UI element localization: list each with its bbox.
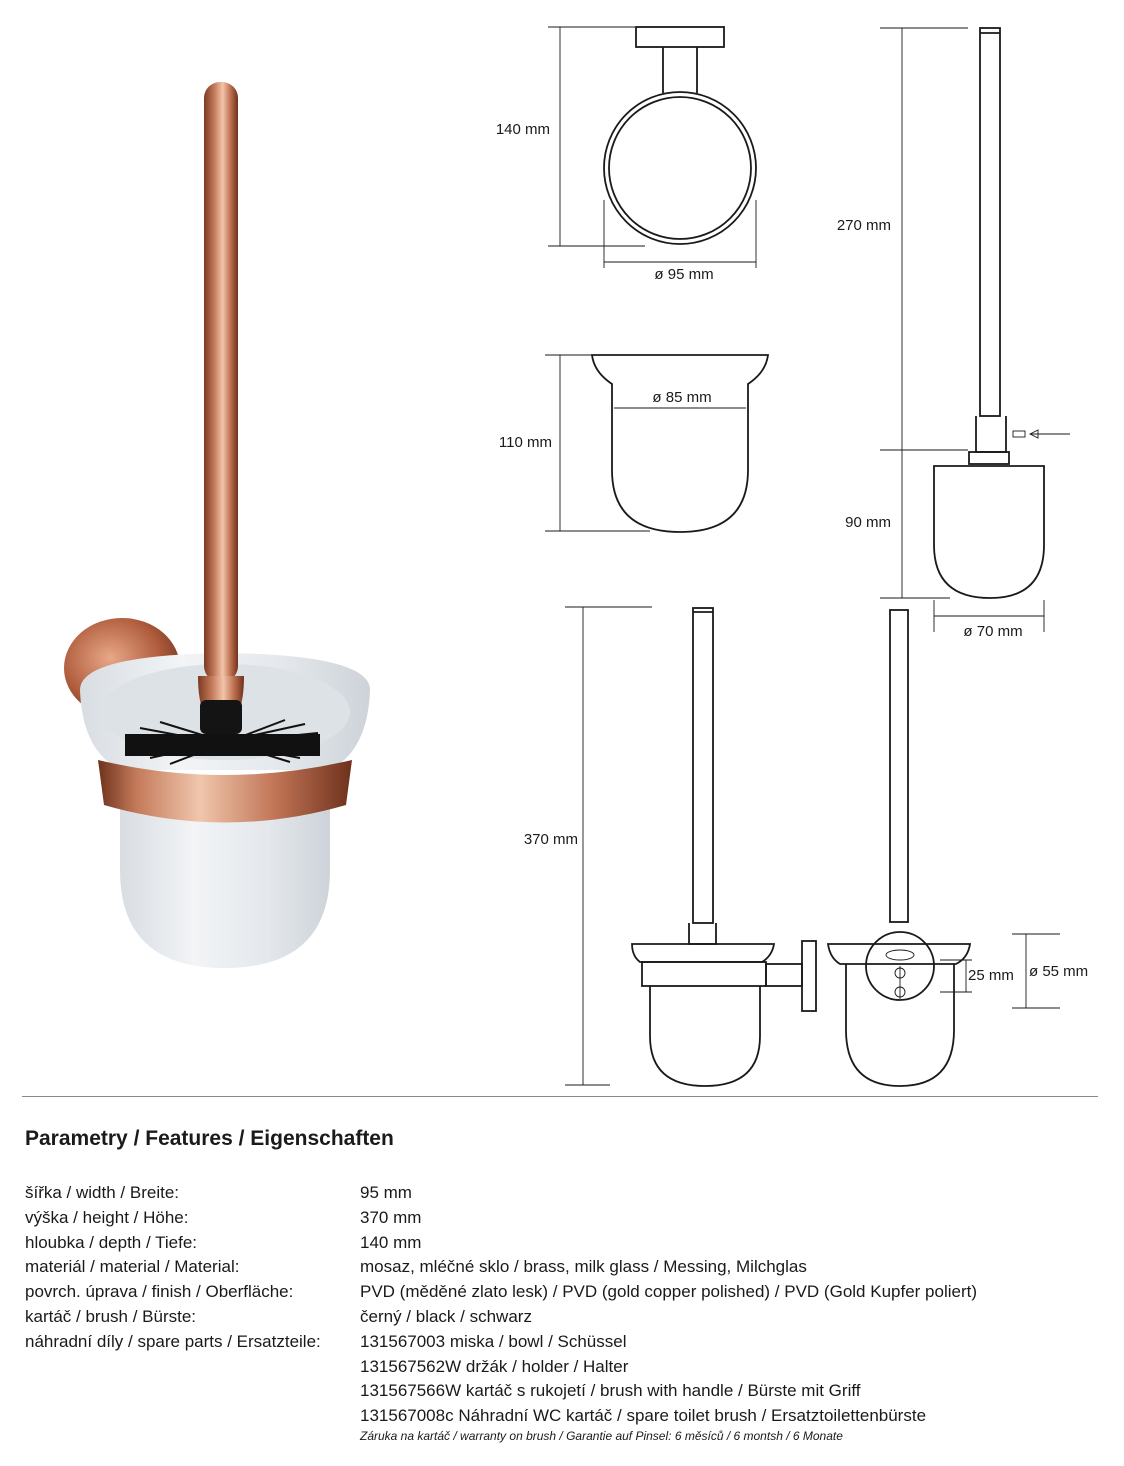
- spec-value: 370 mm: [360, 1207, 422, 1227]
- spec-value: 131567003 miska / bowl / Schüssel: [360, 1331, 627, 1351]
- bowl-diameter-label: ø 85 mm: [652, 389, 712, 406]
- spec-row-finish: [25, 1280, 1105, 1305]
- spec-label: materiál / material / Material:: [25, 1257, 240, 1277]
- spec-row-material: [25, 1255, 1105, 1280]
- spec-value: PVD (měděné zlato lesk) / PVD (gold copper polished) / PVD (Gold Kupfer poliert): [360, 1282, 977, 1302]
- brush-view: [837, 28, 1070, 640]
- handle-length-label: 270 mm: [836, 217, 891, 234]
- features-list: [25, 1181, 1105, 1429]
- spec-value: 140 mm: [360, 1232, 422, 1252]
- spec-value: 131567562W držák / holder / Halter: [360, 1356, 629, 1376]
- spec-row-spare-parts: [25, 1330, 1105, 1355]
- warranty-note: Záruka na kartáč / warranty on brush / Garantie auf Pinsel: 6 měsíců / 6 montsh / 6 Monate: [360, 1429, 843, 1443]
- spec-value: černý / black / schwarz: [360, 1306, 532, 1326]
- spec-value: mosaz, mléčné sklo / brass, milk glass / Messing, Milchglas: [360, 1257, 807, 1277]
- brush-height-label: 90 mm: [845, 514, 891, 531]
- spec-row-spare-parts-holder: [25, 1355, 1105, 1380]
- spec-value: 95 mm: [360, 1183, 412, 1202]
- spec-value: 131567566W kartáč s rukojetí / brush with handle / Bürste mit Griff: [360, 1381, 861, 1401]
- brush-diameter-label: ø 70 mm: [963, 623, 1023, 640]
- section-divider: [22, 1096, 1098, 1097]
- spec-label: povrch. úprava / finish / Oberfläche:: [25, 1282, 294, 1302]
- spec-row-width: [25, 1181, 1105, 1206]
- rosette-diameter-label: ø 55 mm: [1029, 963, 1089, 980]
- bowl-height-label: 110 mm: [498, 434, 552, 451]
- spec-row-height: [25, 1206, 1105, 1231]
- spec-label: [25, 1404, 360, 1429]
- spec-label: [25, 1379, 360, 1404]
- spec-row-brush: [25, 1305, 1105, 1330]
- features-title: Parametry / Features / Eigenschaften: [25, 1127, 394, 1150]
- holder-diameter-label: ø 95 mm: [654, 266, 714, 283]
- spec-label: hloubka / depth / Tiefe:: [25, 1232, 198, 1252]
- holder-height-label: 140 mm: [495, 121, 550, 138]
- rosette-small-label: 25 mm: [968, 967, 1014, 984]
- spec-row-spare-parts-spare-brush: [25, 1404, 1105, 1429]
- spec-row-depth: [25, 1231, 1105, 1256]
- holder-front-view: [496, 27, 756, 283]
- spec-label: [25, 1355, 360, 1380]
- spec-label: šířka / width / Breite:: [25, 1183, 179, 1202]
- assembly-side-view: [524, 607, 816, 1086]
- spec-label: výška / height / Höhe:: [25, 1207, 189, 1227]
- total-height-label: 370 mm: [523, 831, 578, 848]
- spec-label: kartáč / brush / Bürste:: [25, 1306, 197, 1326]
- bowl-view: [499, 355, 768, 532]
- spec-value: 131567008c Náhradní WC kartáč / spare toilet brush / Ersatztoilettenbürste: [360, 1406, 927, 1426]
- spec-row-spare-parts-brush-handle: [25, 1379, 1105, 1404]
- assembly-front-view: [828, 610, 1088, 1086]
- spec-label: náhradní díly / spare parts / Ersatzteile:: [25, 1331, 321, 1351]
